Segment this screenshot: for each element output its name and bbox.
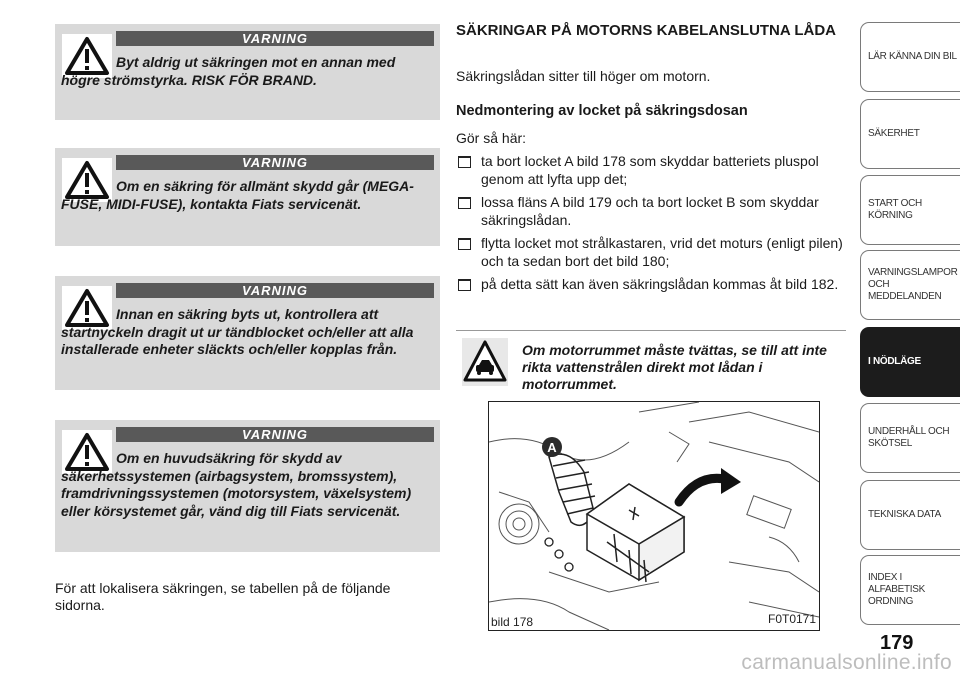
tab-lar-kanna-din-bil[interactable]: LÄR KÄNNA DIN BIL	[860, 22, 960, 92]
warning-label: VARNING	[116, 155, 434, 170]
engine-fuse-box-illustration	[488, 401, 820, 631]
divider	[456, 330, 846, 331]
step-text: lossa fläns A bild 179 och ta bort locket B som skyddar säkringslådan.	[481, 194, 819, 228]
tab-underhall-och-skotsel[interactable]: UNDERHÅLL OCH SKÖTSEL	[860, 403, 960, 473]
callout-marker-a: A	[547, 440, 557, 455]
section-intro: Säkringslådan sitter till höger om motorn.	[456, 68, 711, 84]
step-list	[456, 152, 846, 298]
warning-label: VARNING	[116, 283, 434, 298]
section-title: SÄKRINGAR PÅ MOTORNS KABELANSLUTNA LÅDA	[456, 22, 836, 39]
tab-tekniska-data[interactable]: TEKNISKA DATA	[860, 480, 960, 550]
page-number: 179	[880, 632, 914, 654]
warning-label: VARNING	[116, 31, 434, 46]
figure-code: F0T0171	[768, 612, 817, 626]
warning-box-2	[55, 148, 440, 246]
step-text: på detta sätt kan även säkringslådan kommas åt bild 182.	[481, 276, 839, 292]
list-item	[456, 152, 846, 188]
list-item	[456, 234, 846, 270]
tab-varningslampor[interactable]: VARNINGSLAMPOR OCH MEDDELANDEN	[860, 250, 960, 320]
warning-text: Om en huvudsäkring för skydd av säkerhetssystemen (airbagsystem, bromssystem), framdrivningssystemen (motorsystem, växelsystem) eller körsystemet går, vänd dig till Fiats servicenät.	[61, 450, 412, 519]
bullet-box-icon	[458, 238, 471, 250]
watermark: carmanualsonline.info	[741, 651, 952, 674]
step-text: ta bort locket A bild 178 som skyddar batteriets pluspol genom att lyfta upp det;	[481, 153, 819, 187]
list-item	[456, 193, 846, 229]
warning-label: VARNING	[116, 427, 434, 442]
step-text: flytta locket mot strålkastaren, vrid det moturs (enligt pilen) och ta sedan bort det bild 180;	[481, 235, 843, 269]
bullet-box-icon	[458, 279, 471, 291]
bullet-box-icon	[458, 197, 471, 209]
section-lead: Gör så här:	[456, 130, 527, 146]
tab-sakerhet[interactable]: SÄKERHET	[860, 99, 960, 169]
tab-i-nodlage[interactable]: I NÖDLÄGE	[860, 327, 960, 397]
warning-text: Om en säkring för allmänt skydd går (MEGA-FUSE, MIDI-FUSE), kontakta Fiats servicenät.	[61, 178, 414, 212]
warning-box-3	[55, 276, 440, 390]
warning-box-4	[55, 420, 440, 552]
warning-text: Innan en säkring byts ut, kontrollera att startnyckeln dragit ut ur tändblocket och/eller att alla installerade enheter släckts och/eller kopplas från.	[61, 306, 414, 357]
section-subtitle: Nedmontering av locket på säkringsdosan	[456, 103, 748, 119]
note-text: Om motorrummet måste tvättas, se till att inte rikta vattenstrålen direkt mot lådan i motorrummet.	[522, 342, 827, 392]
bullet-box-icon	[458, 156, 471, 168]
figure-drawing	[489, 402, 819, 630]
environment-car-wash-icon	[462, 338, 508, 386]
list-item	[456, 275, 846, 293]
tab-index[interactable]: INDEX I ALFABETISK ORDNING	[860, 555, 960, 625]
footer-text: För att lokalisera säkringen, se tabellen på de följande sidorna.	[55, 580, 391, 613]
figure-caption: bild 178	[491, 615, 534, 629]
tab-start-och-korning[interactable]: START OCH KÖRNING	[860, 175, 960, 245]
warning-box-1	[55, 24, 440, 120]
warning-text: Byt aldrig ut säkringen mot en annan med högre strömstyrka. RISK FÖR BRAND.	[61, 54, 396, 88]
